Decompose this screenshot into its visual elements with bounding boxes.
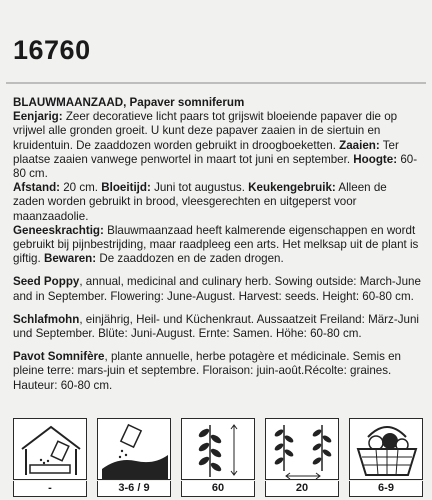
geneeskrachtig-text: Blauwmaanzaad heeft kalmerende eigenschappen en wordt gebruikt bij pijnbestrijding, maar raadpleeg een arts. Het melksap uit de plant is giftig.: [13, 223, 419, 266]
harvest-value: 6-9: [349, 481, 423, 497]
hoogte-text: 60-80 cm.: [13, 152, 418, 181]
bewaren-label: Bewaren:: [40, 252, 97, 266]
dutch-title: BLAUWMAANZAAD, Papaver somniferum: [13, 96, 245, 109]
zaaien-text: Ter plaatse zaaien vanwege penwortel in maart tot juni en september.: [13, 138, 399, 166]
plant-spacing-icon: [265, 418, 339, 480]
keukengebruik-text: Alleen de zaden worden gebruikt in brood, vleesgerechten en uitgeperst voor maanzaadolie.: [13, 181, 387, 223]
description-text: [13, 96, 421, 402]
product-number: 16760: [13, 35, 91, 65]
german-name: Schlafmohn: [13, 312, 80, 326]
afstand-text: 20 cm.: [60, 181, 99, 195]
outdoor-sowing-value: 3-6 / 9: [97, 481, 171, 497]
hoogte-label: Hoogte:: [350, 152, 398, 166]
cultivation-icons: [13, 418, 423, 500]
bewaren-text: De zaaddozen en de zaden drogen.: [96, 252, 284, 266]
plant-spacing-value: 20: [265, 481, 339, 497]
english-name: Seed Poppy: [13, 275, 80, 289]
eenjarig-text: Zeer decoratieve licht paars tot grijswit bloeiende papaver die op vrijwel alle gronden groeit. U kunt deze papaver zaaien in de siertuin en kruidentuin. De zaaddozen worden gebruikt in droogboeketten.: [13, 110, 398, 152]
german-text: , einjährig, Heil- und Küchenkraut. Aussaatzeit Freiland: März-Juni und September. Blüte: Juni-August. Ernte: Samen. Höhe: 60-80 cm.: [13, 312, 419, 341]
greenhouse-sowing-value: -: [13, 481, 87, 497]
outdoor-sowing-icon: [97, 418, 171, 480]
dutch-section: [13, 96, 421, 266]
harvest-basket-icon: [349, 418, 423, 480]
french-name: Pavot Somnifère: [13, 350, 105, 364]
zaaien-label: Zaaien:: [335, 138, 380, 152]
greenhouse-sowing-icon: [13, 418, 87, 480]
afstand-label: Afstand:: [13, 181, 61, 195]
english-text: , annual, medicinal and culinary herb. Sowing outside: March-June and in September. Flowering: June-August. Harvest: seeds. Height: 60-80 cm.: [13, 275, 421, 303]
german-section: [13, 313, 421, 341]
english-section: [13, 275, 421, 303]
plant-height-value: 60: [181, 481, 255, 497]
bloeitijd-text: Juni tot augustus.: [150, 181, 245, 195]
divider: [6, 82, 426, 84]
bloeitijd-label: Bloeitijd:: [98, 181, 151, 195]
french-section: [13, 350, 421, 393]
eenjarig-label: Eenjarig:: [13, 110, 63, 124]
keukengebruik-label: Keukengebruik:: [244, 181, 336, 195]
plant-height-icon: [181, 418, 255, 480]
french-text: , plante annuelle, herbe potagère et médicinale. Semis en pleine terre: mars-juin et septembre. Floraison: juin-août.Récolte: graines. Hauteur: 60-80 cm.: [13, 350, 401, 392]
geneeskrachtig-label: Geneeskrachtig:: [13, 223, 104, 237]
